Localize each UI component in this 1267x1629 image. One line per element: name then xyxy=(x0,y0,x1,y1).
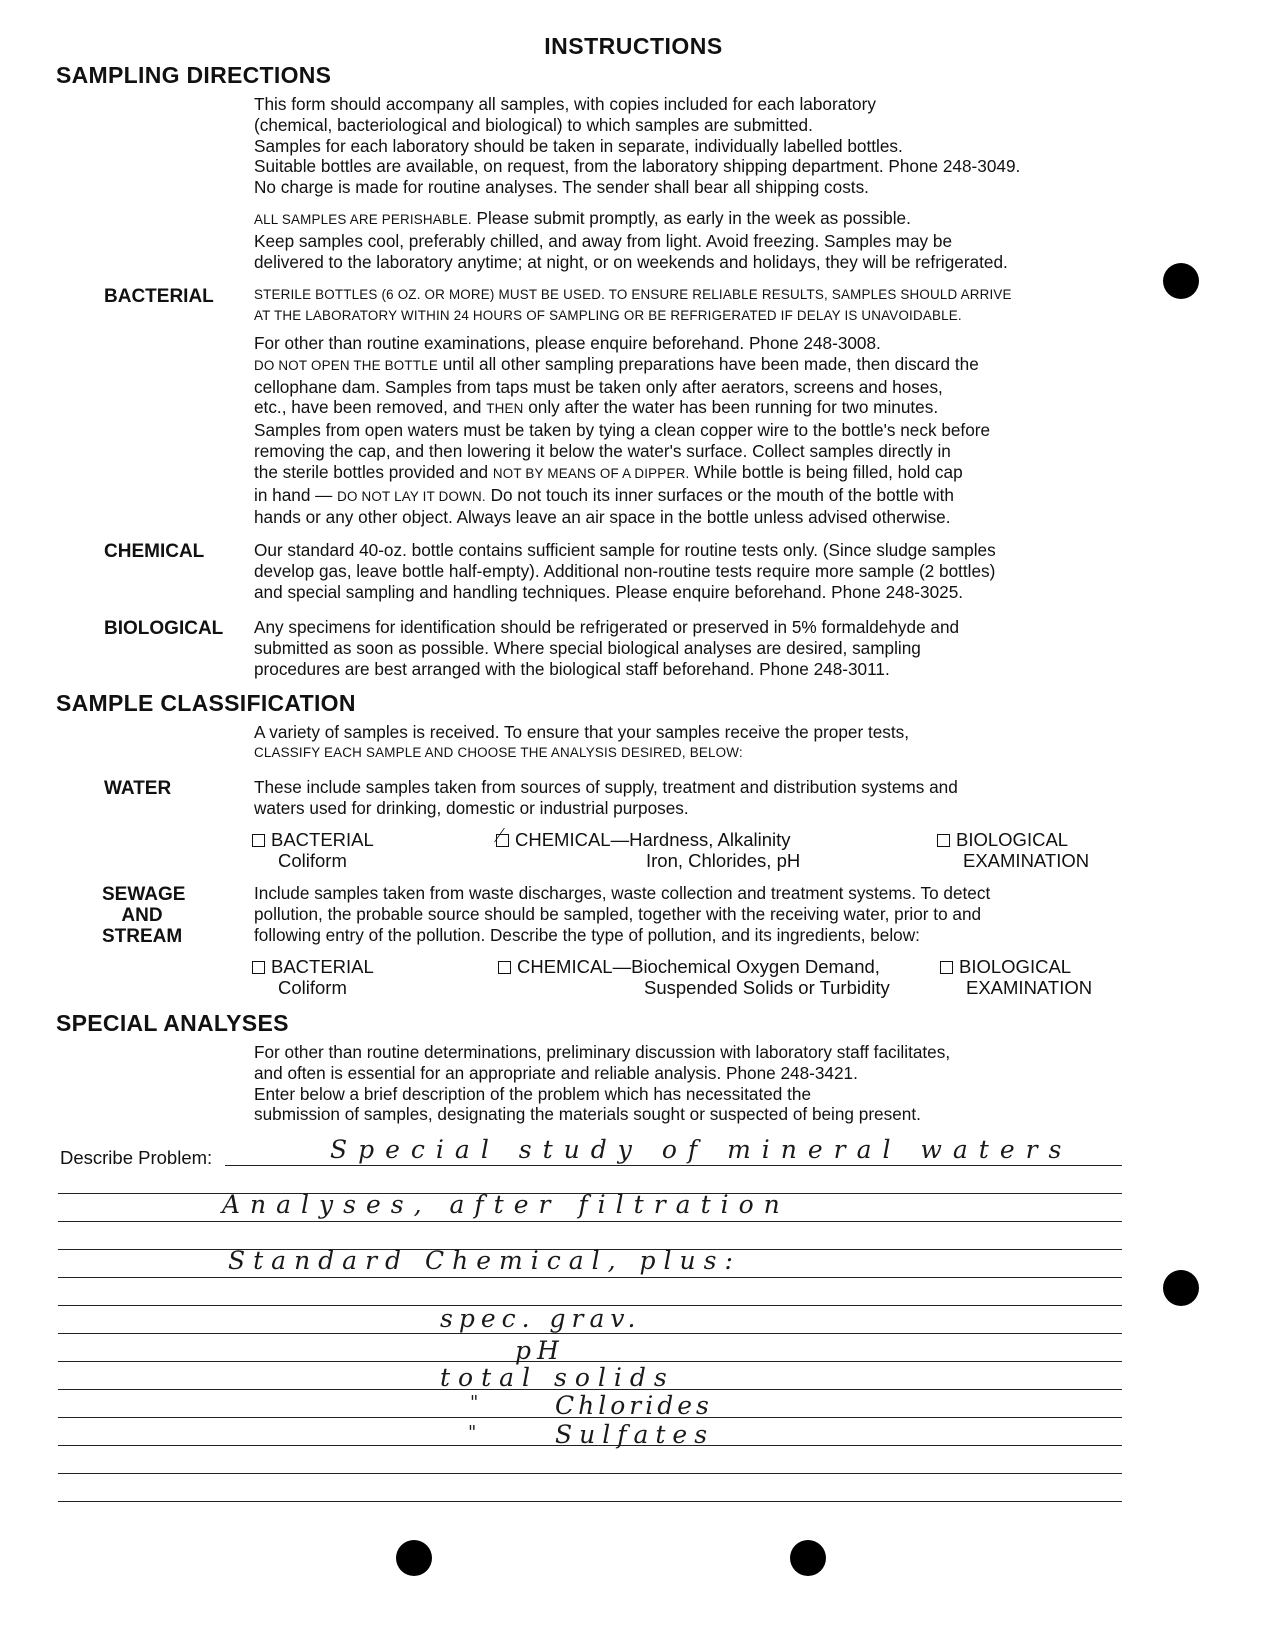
option-label: BIOLOGICAL xyxy=(959,956,1072,977)
handwritten-note: Chlorides xyxy=(555,1391,713,1420)
sampling-intro-line: Samples for each laboratory should be taken in separate, individually labelled bottles. xyxy=(254,135,903,156)
water-line: These include samples taken from sources of supply, treatment and distribution systems and xyxy=(254,777,958,797)
handwritten-note: spec. grav. xyxy=(440,1304,642,1333)
chemical-line: Our standard 40-oz. bottle contains sufficient sample for routine tests only. (Since sludge samples xyxy=(254,540,996,560)
writing-line[interactable] xyxy=(58,1277,1122,1278)
bacterial-line xyxy=(254,485,1122,508)
biological-line: submitted as soon as possible. Where special biological analyses are desired, sampling xyxy=(254,637,921,658)
bacterial-caps-line: AT THE LABORATORY WITHIN 24 HOURS OF SAMPLING OR BE REFRIGERATED IF DELAY IS UNAVOIDABLE. xyxy=(254,307,962,323)
sewage-biological-option[interactable] xyxy=(940,956,1092,998)
water-biological-checkbox[interactable] xyxy=(937,834,950,847)
sewage-label xyxy=(102,884,186,947)
sewage-line: following entry of the pollution. Describe the type of pollution, and its ingredients, below: xyxy=(254,924,920,945)
water-bacterial-option[interactable] xyxy=(252,829,374,871)
perishable-paragraph xyxy=(254,208,1122,272)
binder-hole-dot xyxy=(1163,263,1199,299)
bacterial-line xyxy=(254,354,1122,377)
sampling-intro-line: (chemical, bacteriological and biological) to which samples are submitted. xyxy=(254,114,813,135)
do-not-open-caps: DO NOT OPEN THE BOTTLE xyxy=(254,357,438,373)
sampling-intro-line: This form should accompany all samples, with copies included for each laboratory xyxy=(254,94,876,114)
special-line: submission of samples, designating the materials sought or suspected of being present. xyxy=(254,1104,921,1125)
option-label: CHEMICAL—Hardness, Alkalinity xyxy=(515,829,791,850)
water-paragraph xyxy=(254,777,1122,819)
sampling-intro-line: No charge is made for routine analyses. The sender shall bear all shipping costs. xyxy=(254,177,869,198)
sampling-intro-line: Suitable bottles are available, on request, from the laboratory shipping department. Phone 248-3049. xyxy=(254,156,1021,177)
bacterial-line: cellophane dam. Samples from taps must be taken only after aerators, screens and hoses, xyxy=(254,376,943,397)
bacterial-line xyxy=(254,397,1122,420)
binder-hole-dot xyxy=(396,1540,432,1576)
writing-line[interactable] xyxy=(58,1361,1122,1362)
water-biological-option[interactable] xyxy=(937,829,1089,871)
chemical-line: develop gas, leave bottle half-empty). Additional non-routine tests require more sample (2 bottles) xyxy=(254,560,996,581)
bacterial-paragraph xyxy=(254,333,1122,528)
chemical-paragraph xyxy=(254,540,1122,602)
sampling-directions-heading: SAMPLING DIRECTIONS xyxy=(56,62,332,88)
bacterial-text: until all other sampling preparations have been made, then discard the xyxy=(442,353,979,374)
option-label: BIOLOGICAL xyxy=(956,829,1069,850)
option-sublabel: Coliform xyxy=(278,977,347,998)
bacterial-text: etc., have been removed, and xyxy=(254,397,482,418)
option-sublabel: Suspended Solids or Turbidity xyxy=(644,977,890,998)
sewage-line: pollution, the probable source should be sampled, together with the receiving water, prior to and xyxy=(254,903,982,924)
writing-line[interactable] xyxy=(58,1333,1122,1334)
sewage-label-line: SEWAGE xyxy=(102,884,186,905)
describe-problem-label: Describe Problem: xyxy=(60,1147,213,1168)
chemical-label: CHEMICAL xyxy=(104,541,205,562)
binder-hole-dot xyxy=(1163,1270,1199,1306)
biological-line: procedures are best arranged with the biological staff beforehand. Phone 248-3011. xyxy=(254,658,890,679)
water-label: WATER xyxy=(104,778,172,799)
writing-line[interactable] xyxy=(225,1165,1122,1166)
option-sublabel: EXAMINATION xyxy=(963,850,1090,871)
perishable-line: Keep samples cool, preferably chilled, and away from light. Avoid freezing. Samples may be xyxy=(254,230,953,251)
perishable-line xyxy=(254,208,1122,231)
sewage-line: Include samples taken from waste discharges, waste collection and treatment systems. To detect xyxy=(254,883,991,903)
bacterial-text: in hand — xyxy=(254,484,333,505)
then-caps: THEN xyxy=(486,401,524,417)
sewage-label-line: STREAM xyxy=(102,926,183,947)
bacterial-line: Samples from open waters must be taken by tying a clean copper wire to the bottle's neck before xyxy=(254,420,991,441)
biological-label: BIOLOGICAL xyxy=(104,618,224,639)
water-line: waters used for drinking, domestic or industrial purposes. xyxy=(254,797,689,818)
do-not-lay-caps: DO NOT LAY IT DOWN. xyxy=(337,488,486,504)
handwritten-note: Sulfates xyxy=(555,1420,715,1449)
sewage-chemical-checkbox[interactable] xyxy=(498,961,511,974)
water-chemical-checkbox-checked[interactable] xyxy=(496,834,509,847)
handwritten-note: total solids xyxy=(440,1363,675,1392)
bacterial-text: While bottle is being filled, hold cap xyxy=(694,461,963,482)
writing-line[interactable] xyxy=(58,1221,1122,1222)
sample-classification-heading: SAMPLE CLASSIFICATION xyxy=(56,690,356,716)
bacterial-text: Do not touch its inner surfaces or the mouth of the bottle with xyxy=(490,484,954,505)
water-chemical-option[interactable] xyxy=(496,829,800,871)
option-label: CHEMICAL—Biochemical Oxygen Demand, xyxy=(517,956,880,977)
special-analyses-heading: SPECIAL ANALYSES xyxy=(56,1010,289,1036)
classification-line: A variety of samples is received. To ensure that your samples receive the proper tests, xyxy=(254,722,910,742)
perishable-line: delivered to the laboratory anytime; at night, or on weekends and holidays, they will be refrigerated. xyxy=(254,251,1008,272)
classification-paragraph xyxy=(254,722,1122,764)
sewage-bacterial-option[interactable] xyxy=(252,956,374,998)
handwritten-note: Analyses, after filtration xyxy=(222,1190,790,1219)
sewage-biological-checkbox[interactable] xyxy=(940,961,953,974)
page-title: INSTRUCTIONS xyxy=(544,33,723,59)
chemical-line: and special sampling and handling techniques. Please enquire beforehand. Phone 248-3025. xyxy=(254,581,964,602)
biological-line: Any specimens for identification should be refrigerated or preserved in 5% formaldehyde and xyxy=(254,617,960,637)
writing-line[interactable] xyxy=(58,1501,1122,1502)
sewage-label-line: AND xyxy=(121,905,163,926)
biological-paragraph xyxy=(254,617,1122,679)
bacterial-line: hands or any other object. Always leave an air space in the bottle unless advised otherwise. xyxy=(254,507,951,528)
handwritten-note: pH xyxy=(515,1336,565,1365)
special-line: and often is essential for an appropriate and reliable analysis. Phone 248-3421. xyxy=(254,1062,858,1083)
binder-hole-dot xyxy=(790,1540,826,1576)
bacterial-text: only after the water has been running for two minutes. xyxy=(528,397,939,418)
special-line: Enter below a brief description of the problem which has necessitated the xyxy=(254,1083,811,1104)
option-sublabel: Iron, Chlorides, pH xyxy=(646,850,801,871)
option-label: BACTERIAL xyxy=(271,829,374,850)
sewage-bacterial-checkbox[interactable] xyxy=(252,961,265,974)
sampling-intro xyxy=(254,94,1122,198)
bacterial-text: the sterile bottles provided and xyxy=(254,461,489,482)
writing-line[interactable] xyxy=(58,1473,1122,1474)
dipper-caps: NOT BY MEANS OF A DIPPER. xyxy=(492,465,690,481)
handwritten-ditto: " xyxy=(470,1392,485,1413)
handwritten-note: Special study of mineral waters xyxy=(330,1135,1073,1164)
special-line: For other than routine determinations, preliminary discussion with laboratory staff facilitates, xyxy=(254,1042,951,1062)
bacterial-caps-paragraph xyxy=(254,285,1122,327)
perishable-caps: ALL SAMPLES ARE PERISHABLE. xyxy=(254,212,472,227)
option-label: BACTERIAL xyxy=(271,956,374,977)
handwritten-ditto: " xyxy=(468,1422,483,1443)
water-bacterial-checkbox[interactable] xyxy=(252,834,265,847)
handwritten-note: Standard Chemical, plus: xyxy=(228,1246,741,1275)
perishable-text: Please submit promptly, as early in the week as possible. xyxy=(476,208,911,228)
special-paragraph xyxy=(254,1042,1122,1125)
option-sublabel: Coliform xyxy=(278,850,347,871)
classification-caps-line: CLASSIFY EACH SAMPLE AND CHOOSE THE ANALYSIS DESIRED, BELOW: xyxy=(254,744,743,760)
sewage-chemical-option[interactable] xyxy=(498,956,890,998)
bacterial-line: For other than routine examinations, please enquire beforehand. Phone 248-3008. xyxy=(254,333,881,353)
bacterial-line: removing the cap, and then lowering it below the water's surface. Collect samples directly in xyxy=(254,440,951,461)
sewage-paragraph xyxy=(254,883,1122,945)
bacterial-label: BACTERIAL xyxy=(104,286,214,307)
bacterial-caps-line: STERILE BOTTLES (6 OZ. OR MORE) MUST BE USED. TO ENSURE RELIABLE RESULTS, SAMPLES SHOULD ARRIVE xyxy=(254,287,1012,302)
bacterial-line xyxy=(254,462,1122,485)
option-sublabel: EXAMINATION xyxy=(966,977,1093,998)
